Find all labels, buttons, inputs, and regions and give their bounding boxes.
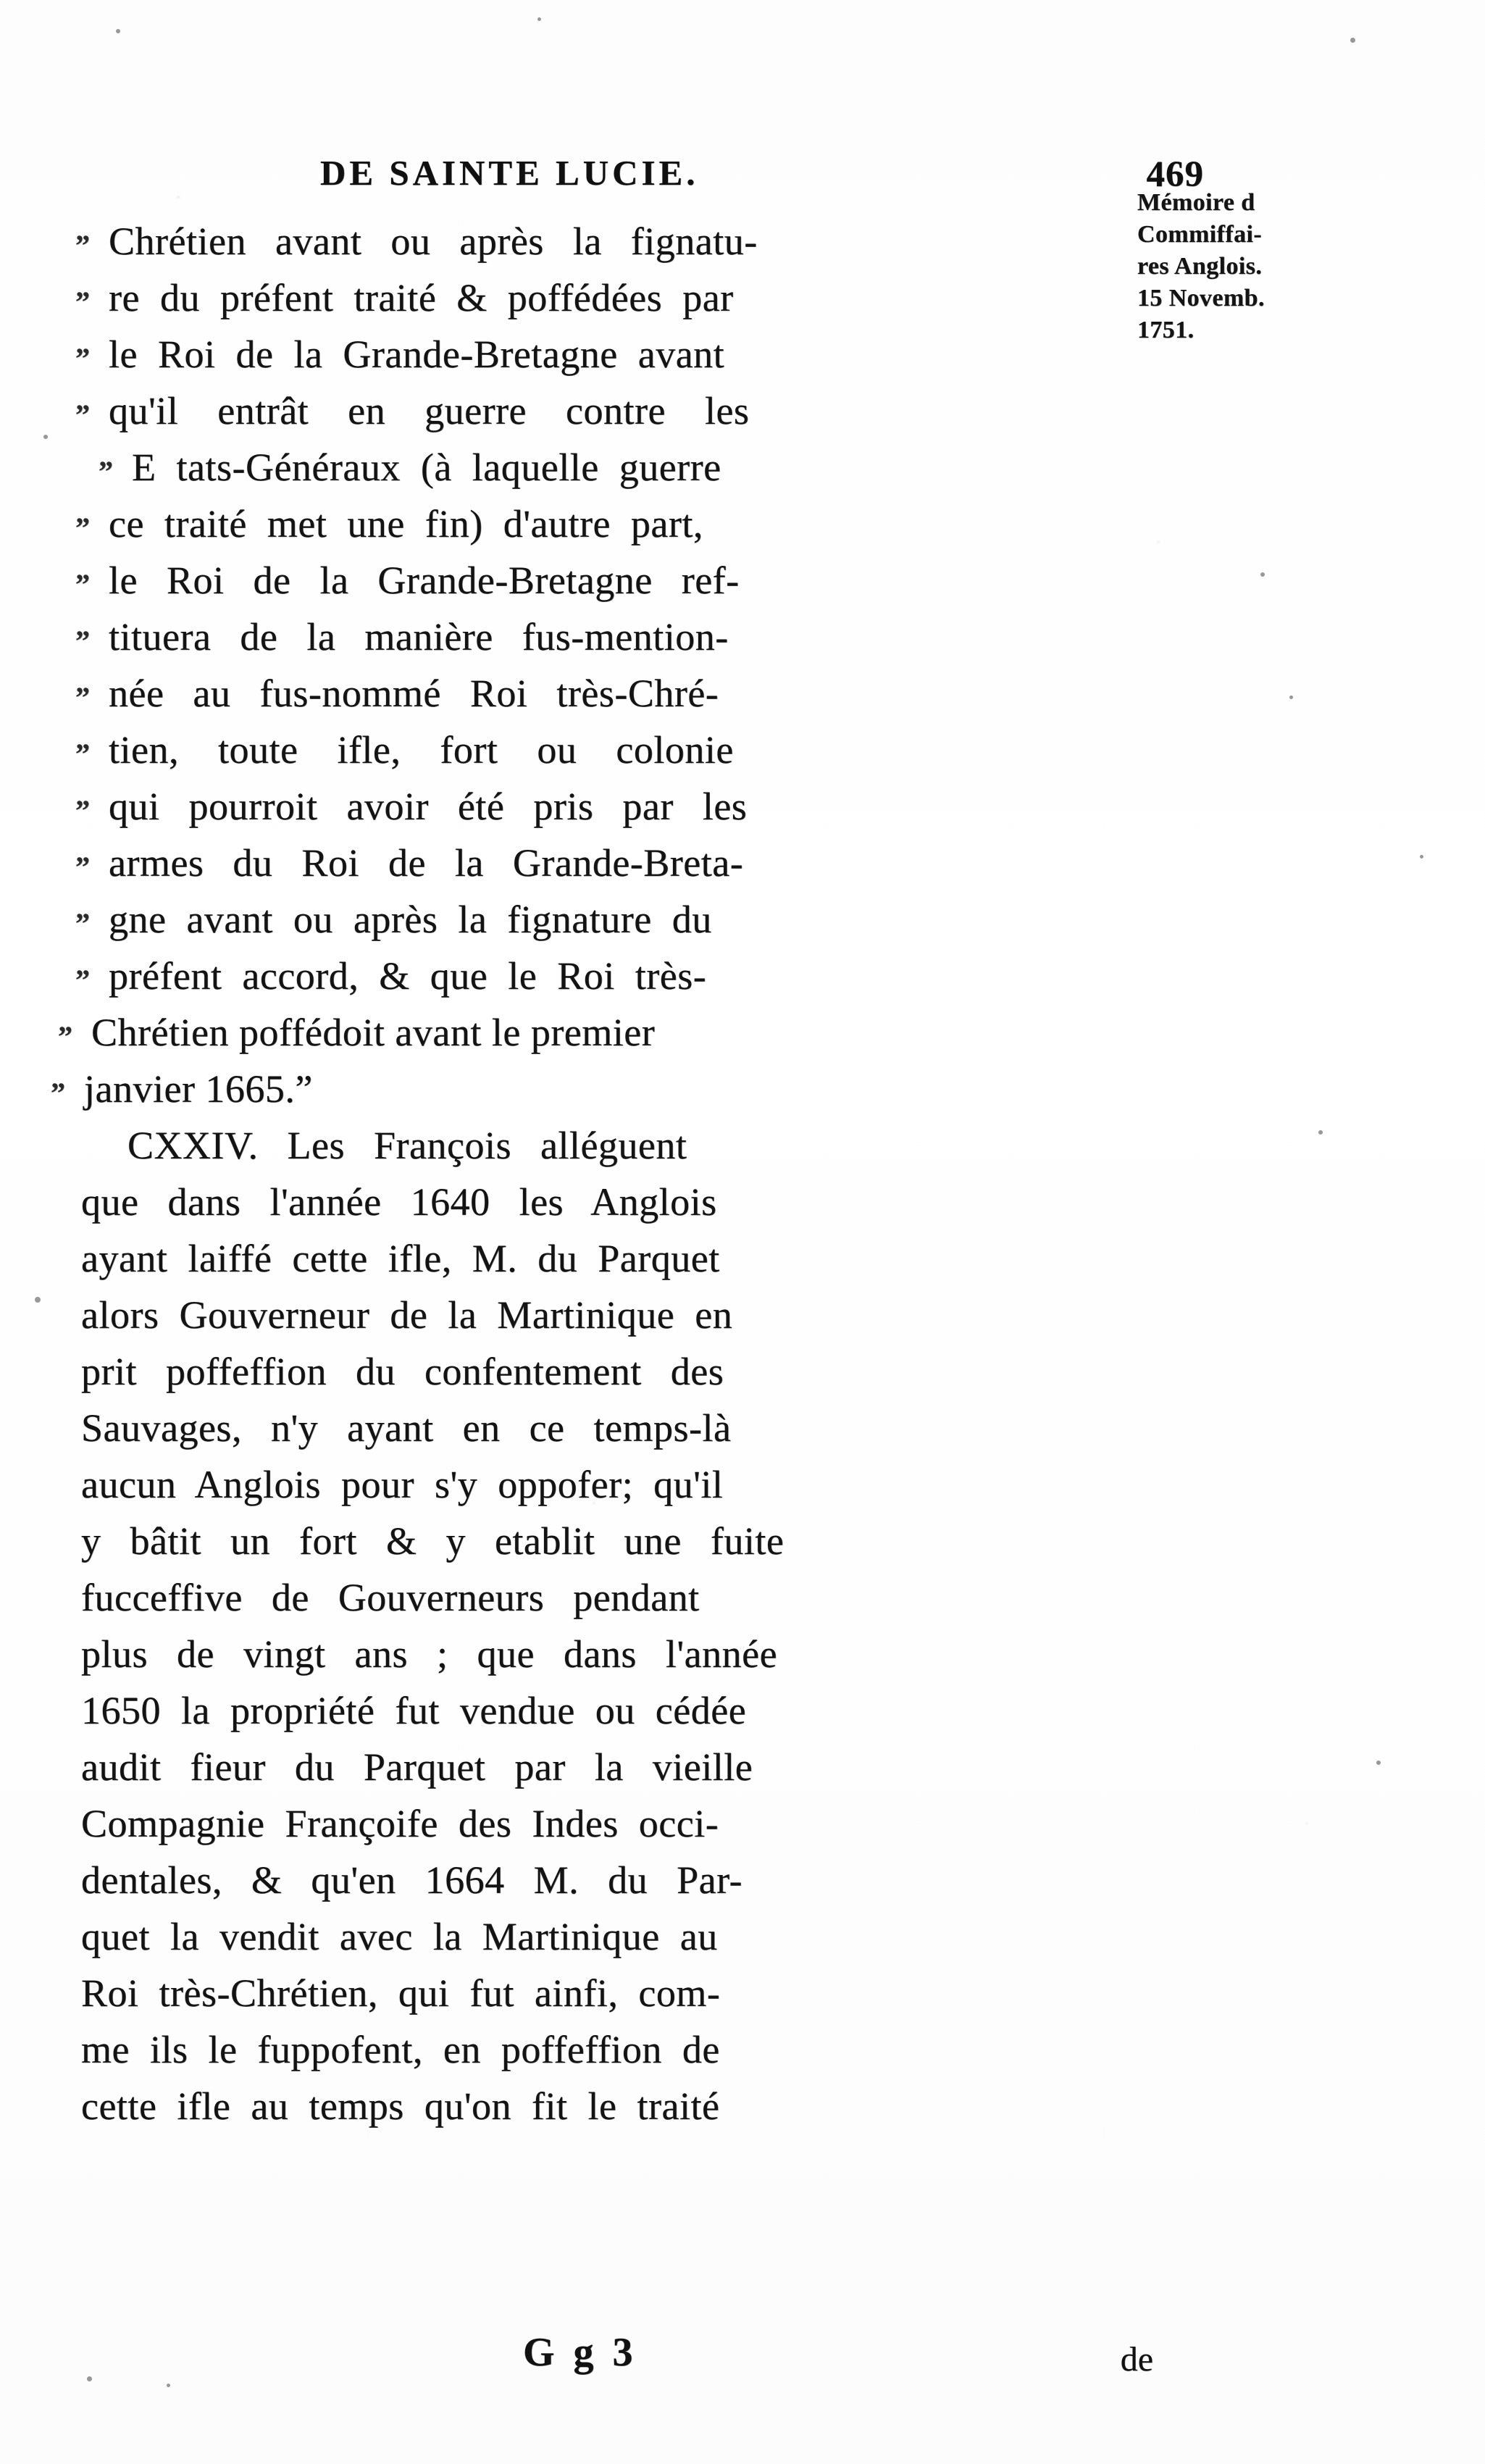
scan-speck [43,435,48,439]
line-text: me ils le fuppofent, en poffeffion de [81,2028,720,2071]
quote-mark: ” [99,455,114,488]
line-text: dentales, & qu'en 1664 M. du Par- [81,1858,743,1902]
marginal-note-line: 1751. [1137,317,1195,343]
quote-mark: ” [75,964,91,996]
marginal-note-line: 15 Novemb. [1137,285,1265,312]
text-line [75,948,1117,1004]
line-text: Roi très-Chrétien, qui fut ainfi, com- [81,1971,721,2015]
text-line [81,1626,1117,1682]
line-text: Sauvages, n'y ayant en ce temps-là [81,1406,732,1450]
text-line [81,1230,1117,1287]
quote-mark: ” [75,625,91,657]
paragraph-cxxiv [81,1117,1117,2134]
quote-mark: ” [75,794,91,827]
text-line [75,383,1117,439]
quote-mark: ” [75,398,91,431]
text-line [75,835,1117,891]
line-text: y bâtit un fort & y etablit une fuite [81,1519,785,1563]
line-text: le Roi de la Grande-Bretagne ref- [109,559,740,602]
text-line [81,2021,1117,2078]
line-text: E tats-Généraux (à laquelle guerre [132,446,721,489]
text-line [81,1682,1117,1739]
line-text: aucun Anglois pour s'y oppofer; qu'il [81,1463,724,1506]
line-text: ayant laiffé cette ifle, M. du Parquet [81,1237,720,1280]
line-text: plus de vingt ans ; que dans l'année [81,1632,778,1676]
text-line [81,1965,1117,2021]
line-text: ce traité met une fin) d'autre part, [109,502,703,546]
scan-speck [35,1297,41,1303]
scan-speck [1420,855,1423,859]
signature-mark: G g 3 [523,2330,637,2375]
quote-mark: ” [75,681,91,714]
scan-speck [1289,696,1293,699]
text-line [81,1908,1117,1965]
marginal-note-line: Commiffai- [1137,221,1263,248]
quote-mark: ” [75,907,91,940]
text-line [75,665,1117,722]
text-line [99,439,1117,496]
text-line [81,1343,1117,1400]
text-line [81,1795,1117,1852]
text-line [75,552,1117,609]
line-text: prit poffeffion du confentement des [81,1350,724,1393]
quote-mark: ” [75,342,91,375]
text-line [75,778,1117,835]
text-line [75,213,1117,270]
line-text: cette ifle au temps qu'on fit le traité [81,2084,720,2128]
page-number: 469 [1146,154,1204,195]
line-text: gne avant ou après la fignature du [109,898,712,941]
text-line [81,1174,1117,1230]
marginal-note [1137,187,1449,346]
text-line [81,2078,1117,2134]
quote-mark: ” [75,851,91,883]
line-text: fucceffive de Gouverneurs pendant [81,1576,700,1619]
line-text: que dans l'année 1640 les Anglois [81,1180,717,1224]
scan-speck [116,29,120,33]
line-text: CXXIV. Les François alléguent [127,1124,687,1167]
scan-speck [1376,1761,1381,1765]
text-line [81,1287,1117,1343]
line-text: qu'il entrât en guerre contre les [109,389,750,433]
page-header [233,152,1204,206]
catchword: de [1120,2340,1153,2379]
marginal-note-line: Mémoire d [1137,189,1255,216]
scan-speck [1350,38,1355,43]
quote-mark: ” [75,568,91,601]
line-text: 1650 la propriété fut vendue ou cédée [81,1689,747,1732]
quote-mark: ” [51,1077,66,1109]
text-line [75,891,1117,948]
line-text: alors Gouverneur de la Martinique en [81,1293,733,1337]
quote-mark: ” [75,285,91,318]
scan-speck [537,17,541,21]
text-line [81,1400,1117,1456]
text-line [51,1061,1117,1117]
line-text: Chrétien avant ou après la fignatu- [109,220,758,263]
line-text: tituera de la manière fus-mention- [109,615,729,659]
line-text: Compagnie Françoife des Indes occi- [81,1802,719,1845]
quote-mark: ” [75,738,91,770]
body-text [51,213,1117,2134]
text-line [75,609,1117,665]
line-text: janvier 1665.” [84,1067,313,1111]
text-line [75,270,1117,326]
text-line [58,1004,1117,1061]
text-line [75,722,1117,778]
line-text: Chrétien poffédoit avant le premier [91,1011,656,1054]
text-line [127,1117,1117,1174]
text-column [51,152,1211,2134]
text-line [75,496,1117,552]
text-line [81,1739,1117,1795]
line-text: quet la vendit avec la Martinique au [81,1915,718,1958]
quote-mark: ” [58,1020,73,1053]
scan-speck [1318,1130,1323,1135]
line-text: préfent accord, & que le Roi très- [109,954,707,998]
line-text: qui pourroit avoir été pris par les [109,785,748,828]
marginal-note-line: res Anglois. [1137,253,1263,280]
scan-speck [1260,572,1265,577]
quoted-treaty-block [51,213,1117,1117]
text-line [75,326,1117,383]
line-text: armes du Roi de la Grande-Breta- [109,841,744,885]
line-text: audit fieur du Parquet par la vieille [81,1745,753,1789]
quote-mark: ” [75,511,91,544]
running-head: DE SAINTE LUCIE. [320,153,699,193]
text-line [81,1513,1117,1569]
text-line [81,1569,1117,1626]
page-footer [81,2329,1211,2394]
line-text: le Roi de la Grande-Bretagne avant [109,333,725,376]
quote-mark: ” [75,229,91,262]
line-text: re du préfent traité & poffédées par [109,276,734,320]
text-line [81,1456,1117,1513]
line-text: tien, toute ifle, fort ou colonie [109,728,734,772]
text-line [81,1852,1117,1908]
line-text: née au fus-nommé Roi très-Chré- [109,672,719,715]
